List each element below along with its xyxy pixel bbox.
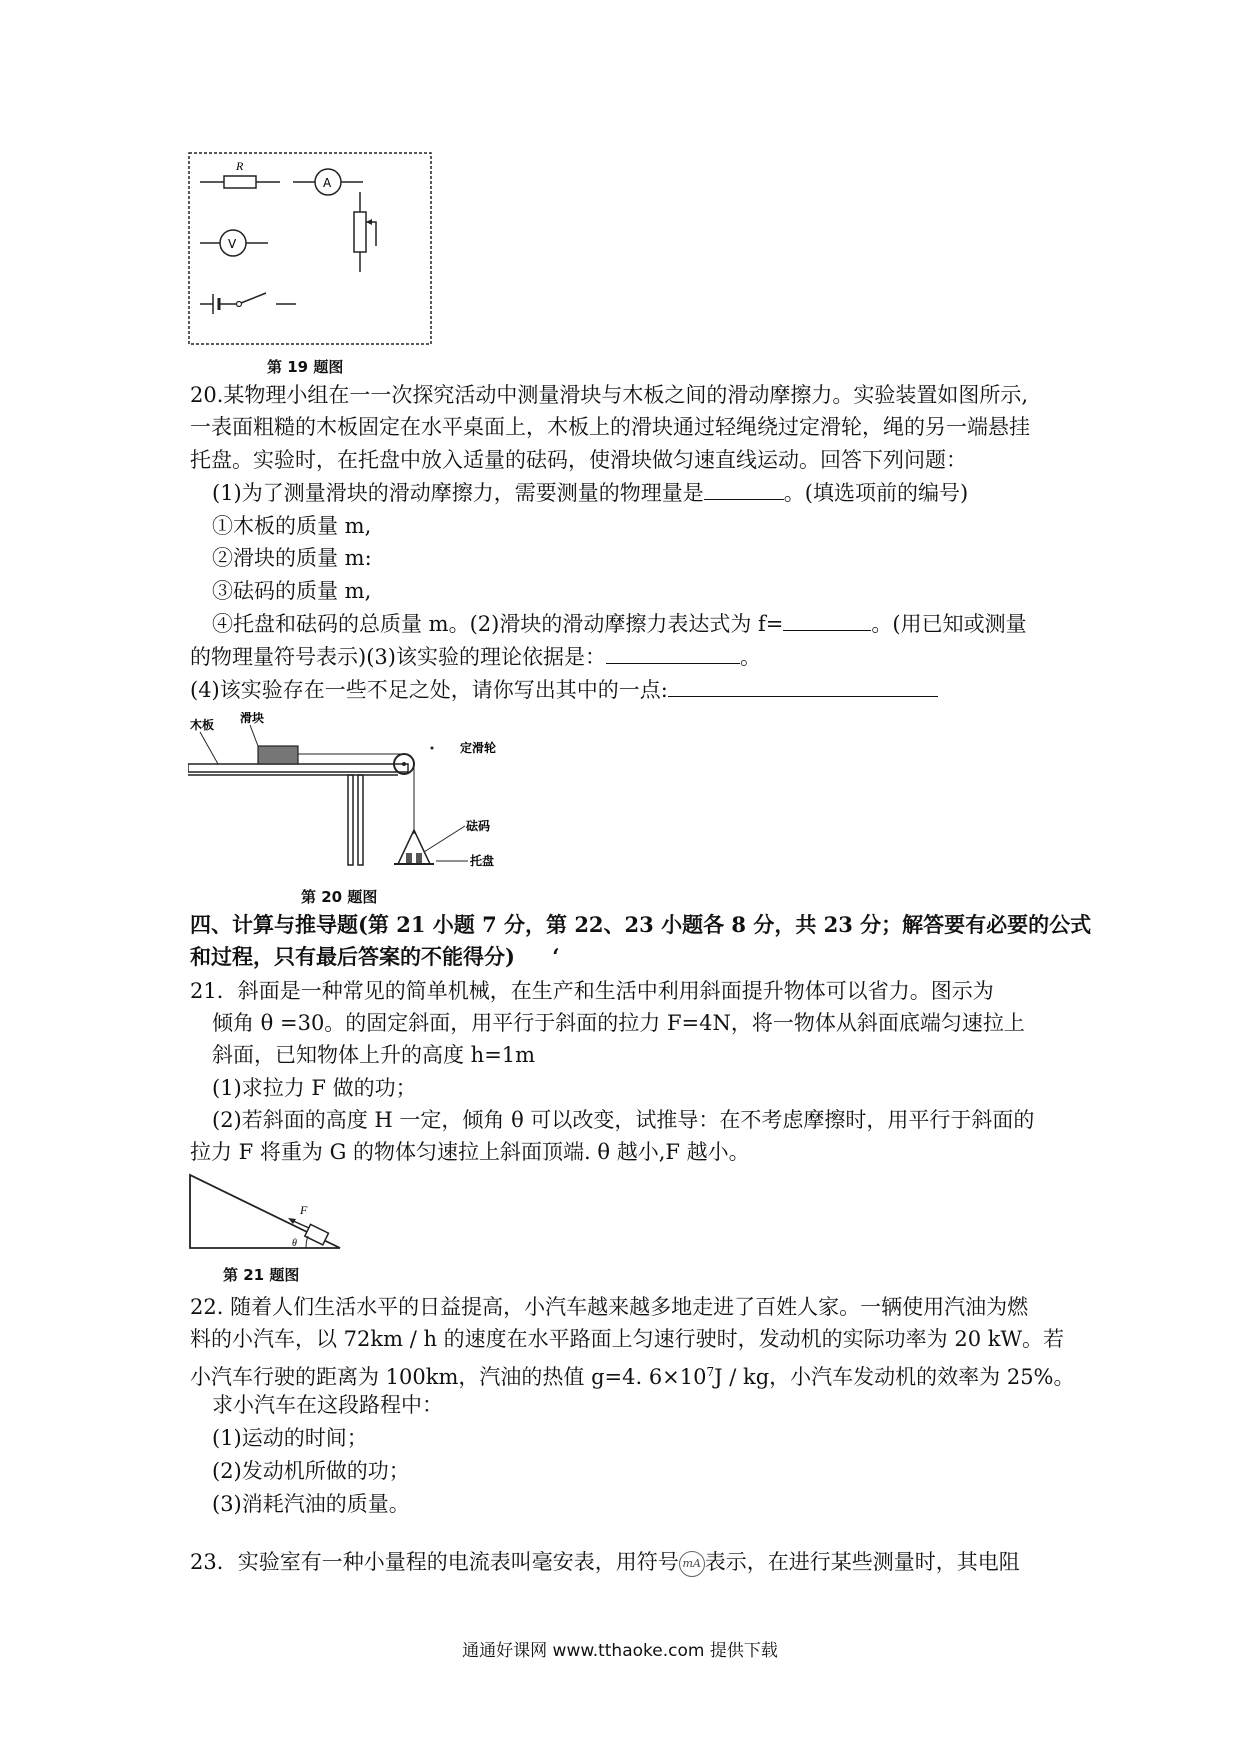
q22-part1: (1)运动的时间；	[212, 1426, 368, 1450]
q20-part1	[212, 478, 968, 508]
q20-option-1: ①木板的质量 m,	[212, 514, 372, 538]
force-label: F	[300, 1203, 308, 1217]
pulley-label: 定滑轮	[460, 741, 497, 755]
q22-line-2: 料的小汽车，以 72km / h 的速度在水平路面上匀速行驶时，发动机的实际功率为 20 kW。若	[190, 1327, 1065, 1351]
q20-option-2: ②滑块的质量 m:	[212, 546, 372, 570]
ammeter-label: A	[323, 176, 332, 190]
weight-label: 砝码	[466, 819, 491, 833]
theta-label: θ	[292, 1238, 297, 1249]
q20-option-3: ③砝码的质量 m,	[212, 579, 372, 603]
q23-line-1-rest: 表示，在进行某些测量时，其电阻	[704, 1550, 1020, 1574]
board-label: 木板	[190, 718, 215, 732]
q22-line-3-rest: J / kg，小汽车发动机的效率为 25%。	[714, 1365, 1075, 1389]
exponent: 7	[706, 1365, 715, 1379]
q22-part3: (3)消耗汽油的质量。	[212, 1492, 410, 1516]
q20-part1-text: (1)为了测量滑块的滑动摩擦力，需要测量的物理量是	[212, 481, 704, 505]
q20-part2-note: 。(用已知或测量	[871, 612, 1027, 636]
answer-blank	[668, 678, 938, 697]
answer-blank	[606, 645, 740, 664]
stray-mark: ‘	[552, 944, 560, 969]
answer-blank	[704, 481, 784, 500]
q21-part2-line-2: 拉力 F 将重为 G 的物体匀速拉上斜面顶端. θ 越小,F 越小。	[190, 1140, 750, 1164]
q20-intro-1: 20.某物理小组在一一次探究活动中测量滑块与木板之间的滑动摩擦力。实验装置如图所示,	[190, 383, 1029, 407]
q21-part2-line-1: (2)若斜面的高度 H 一定，倾角 θ 可以改变，试推导：在不考虑摩擦时，用平行于斜面的	[212, 1108, 1035, 1132]
fig20-caption: 第 20 题图	[301, 888, 378, 906]
answer-blank	[783, 612, 871, 631]
q23-line-1	[190, 1547, 1020, 1577]
q20-option-4-text: ④托盘和砝码的总质量 m。(2)滑块的滑动摩擦力表达式为 f=	[212, 612, 784, 636]
q21-line-1: 21．斜面是一种常见的简单机械，在生产和生活中利用斜面提升物体可以省力。图示为	[190, 979, 994, 1003]
circuit-components-figure	[188, 152, 433, 346]
fig20-diagram	[188, 712, 508, 882]
q20-part4	[190, 675, 938, 705]
q21-part1: (1)求拉力 F 做的功；	[212, 1076, 417, 1100]
page-footer: 通通好课网 www.tthaoke.com 提供下载	[462, 1641, 778, 1661]
q22-line-1: 22. 随着人们生活水平的日益提高，小汽车越来越多地走进了百姓人家。一辆使用汽油为燃	[190, 1295, 1029, 1319]
fig21-caption: 第 21 题图	[223, 1266, 300, 1284]
section4-heading-2-text: 和过程，只有最后答案的不能得分)	[190, 944, 515, 969]
friction-experiment-figure	[188, 712, 508, 882]
section4-heading-2	[190, 942, 560, 972]
q22-line-4: 求小汽车在这段路程中：	[212, 1393, 443, 1417]
q22-line-3-text: 小汽车行驶的距离为 100km，汽油的热值 g=4. 6×10	[190, 1365, 707, 1389]
q20-part3-end: 。	[739, 645, 761, 669]
q20-option-4	[212, 609, 1027, 639]
q20-part3-text: 的物理量符号表示)(3)该实验的理论依据是：	[190, 645, 606, 669]
q20-intro-3: 托盘。实验时，在托盘中放入适量的砝码，使滑块做匀速直线运动。回答下列问题：	[190, 448, 967, 472]
incline-figure	[188, 1172, 348, 1252]
fig19-caption: 第 19 题图	[267, 358, 344, 376]
q20-part1-note: 。(填选项前的编号)	[783, 481, 969, 505]
voltmeter-label: V	[228, 237, 237, 251]
q21-line-2: 倾角 θ =30。的固定斜面，用平行于斜面的拉力 F=4N，将一物体从斜面底端匀速拉上	[212, 1011, 1025, 1035]
tray-label: 托盘	[470, 854, 495, 868]
block-label: 滑块	[240, 712, 265, 725]
section4-heading-1: 四、计算与推导题(第 21 小题 7 分，第 22、23 小题各 8 分，共 23 分；解答要有必要的公式	[190, 912, 1092, 937]
milliammeter-symbol: mA	[679, 1551, 705, 1577]
q22-part2: (2)发动机所做的功；	[212, 1459, 410, 1483]
q20-part3	[190, 642, 761, 672]
q21-line-3: 斜面，已知物体上升的高度 h=1m	[212, 1043, 536, 1067]
q20-part4-text: (4)该实验存在一些不足之处，请你写出其中的一点:	[190, 678, 668, 702]
q23-line-1-text: 23．实验室有一种小量程的电流表叫毫安表，用符号	[190, 1550, 679, 1574]
q20-intro-2: 一表面粗糙的木板固定在水平桌面上，木板上的滑块通过轻绳绕过定滑轮，绳的另一端悬挂	[190, 415, 1030, 439]
fig19-diagram	[188, 152, 433, 346]
q22-line-3	[190, 1357, 1075, 1392]
resistor-label: R	[236, 159, 244, 173]
fig21-diagram	[188, 1172, 348, 1252]
